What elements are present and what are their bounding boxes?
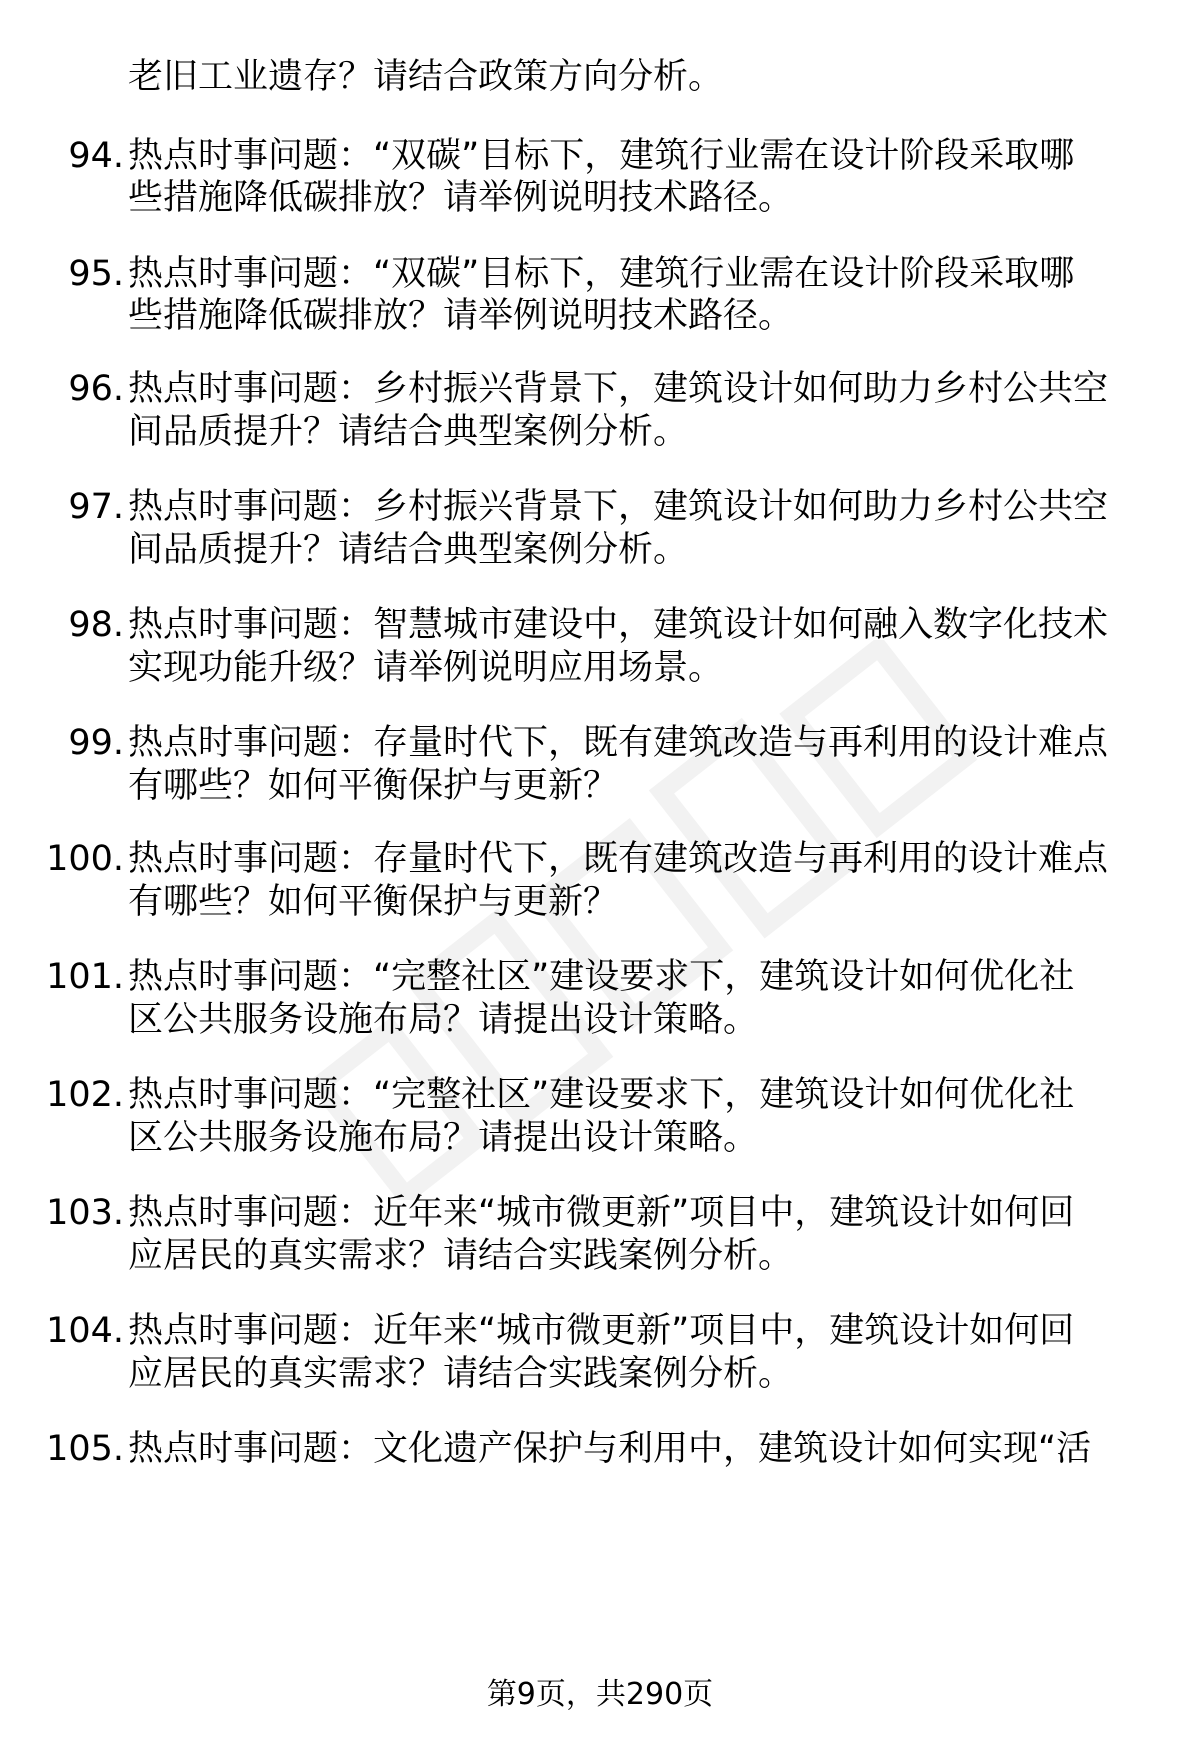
question-line-2: 些措施降低碳排放？请举例说明技术路径。: [128, 178, 794, 218]
question-line-1: 热点时事问题：“完整社区”建设要求下，建筑设计如何优化社: [128, 1075, 1075, 1115]
question-line-2: 有哪些？如何平衡保护与更新？: [128, 882, 619, 922]
question-line-2: 些措施降低碳排放？请举例说明技术路径。: [128, 296, 794, 336]
question-line-1: 热点时事问题：文化遗产保护与利用中，建筑设计如何实现“活: [128, 1429, 1092, 1469]
question-line-1: 热点时事问题：“双碳”目标下，建筑行业需在设计阶段采取哪: [128, 136, 1075, 176]
question-number: 104.: [46, 1311, 124, 1351]
page-footer: 第9页，共290页: [486, 1677, 714, 1712]
question-line-1: 热点时事问题：“双碳”目标下，建筑行业需在设计阶段采取哪: [128, 254, 1075, 294]
question-line-2: 应居民的真实需求？请结合实践案例分析。: [128, 1354, 794, 1394]
continuation-line: 老旧工业遗存？请结合政策方向分析。: [128, 57, 724, 97]
question-line-1: 热点时事问题：近年来“城市微更新”项目中，建筑设计如何回: [128, 1311, 1075, 1351]
question-number: 102.: [46, 1075, 124, 1115]
question-line-2: 间品质提升？请结合典型案例分析。: [128, 412, 689, 452]
question-number: 98.: [68, 605, 124, 645]
question-number: 105.: [46, 1429, 124, 1469]
question-line-1: 热点时事问题：存量时代下，既有建筑改造与再利用的设计难点: [128, 839, 1109, 879]
question-number: 99.: [68, 723, 124, 763]
question-number: 100.: [46, 839, 124, 879]
question-number: 95.: [68, 254, 124, 294]
question-number: 103.: [46, 1193, 124, 1233]
question-number: 96.: [68, 369, 124, 409]
question-number: 94.: [68, 136, 124, 176]
question-line-2: 实现功能升级？请举例说明应用场景。: [128, 648, 724, 688]
question-line-1: 热点时事问题：存量时代下，既有建筑改造与再利用的设计难点: [128, 723, 1109, 763]
question-number: 101.: [46, 957, 124, 997]
question-line-2: 区公共服务设施布局？请提出设计策略。: [128, 1000, 759, 1040]
question-line-1: 热点时事问题：乡村振兴背景下，建筑设计如何助力乡村公共空: [128, 369, 1109, 409]
question-number: 97.: [68, 487, 124, 527]
question-line-1: 热点时事问题：“完整社区”建设要求下，建筑设计如何优化社: [128, 957, 1075, 997]
question-line-1: 热点时事问题：智慧城市建设中，建筑设计如何融入数字化技术: [128, 605, 1109, 645]
question-line-2: 区公共服务设施布局？请提出设计策略。: [128, 1118, 759, 1158]
question-line-1: 热点时事问题：乡村振兴背景下，建筑设计如何助力乡村公共空: [128, 487, 1109, 527]
question-line-2: 应居民的真实需求？请结合实践案例分析。: [128, 1236, 794, 1276]
question-line-2: 间品质提升？请结合典型案例分析。: [128, 530, 689, 570]
question-line-1: 热点时事问题：近年来“城市微更新”项目中，建筑设计如何回: [128, 1193, 1075, 1233]
question-line-2: 有哪些？如何平衡保护与更新？: [128, 766, 619, 806]
